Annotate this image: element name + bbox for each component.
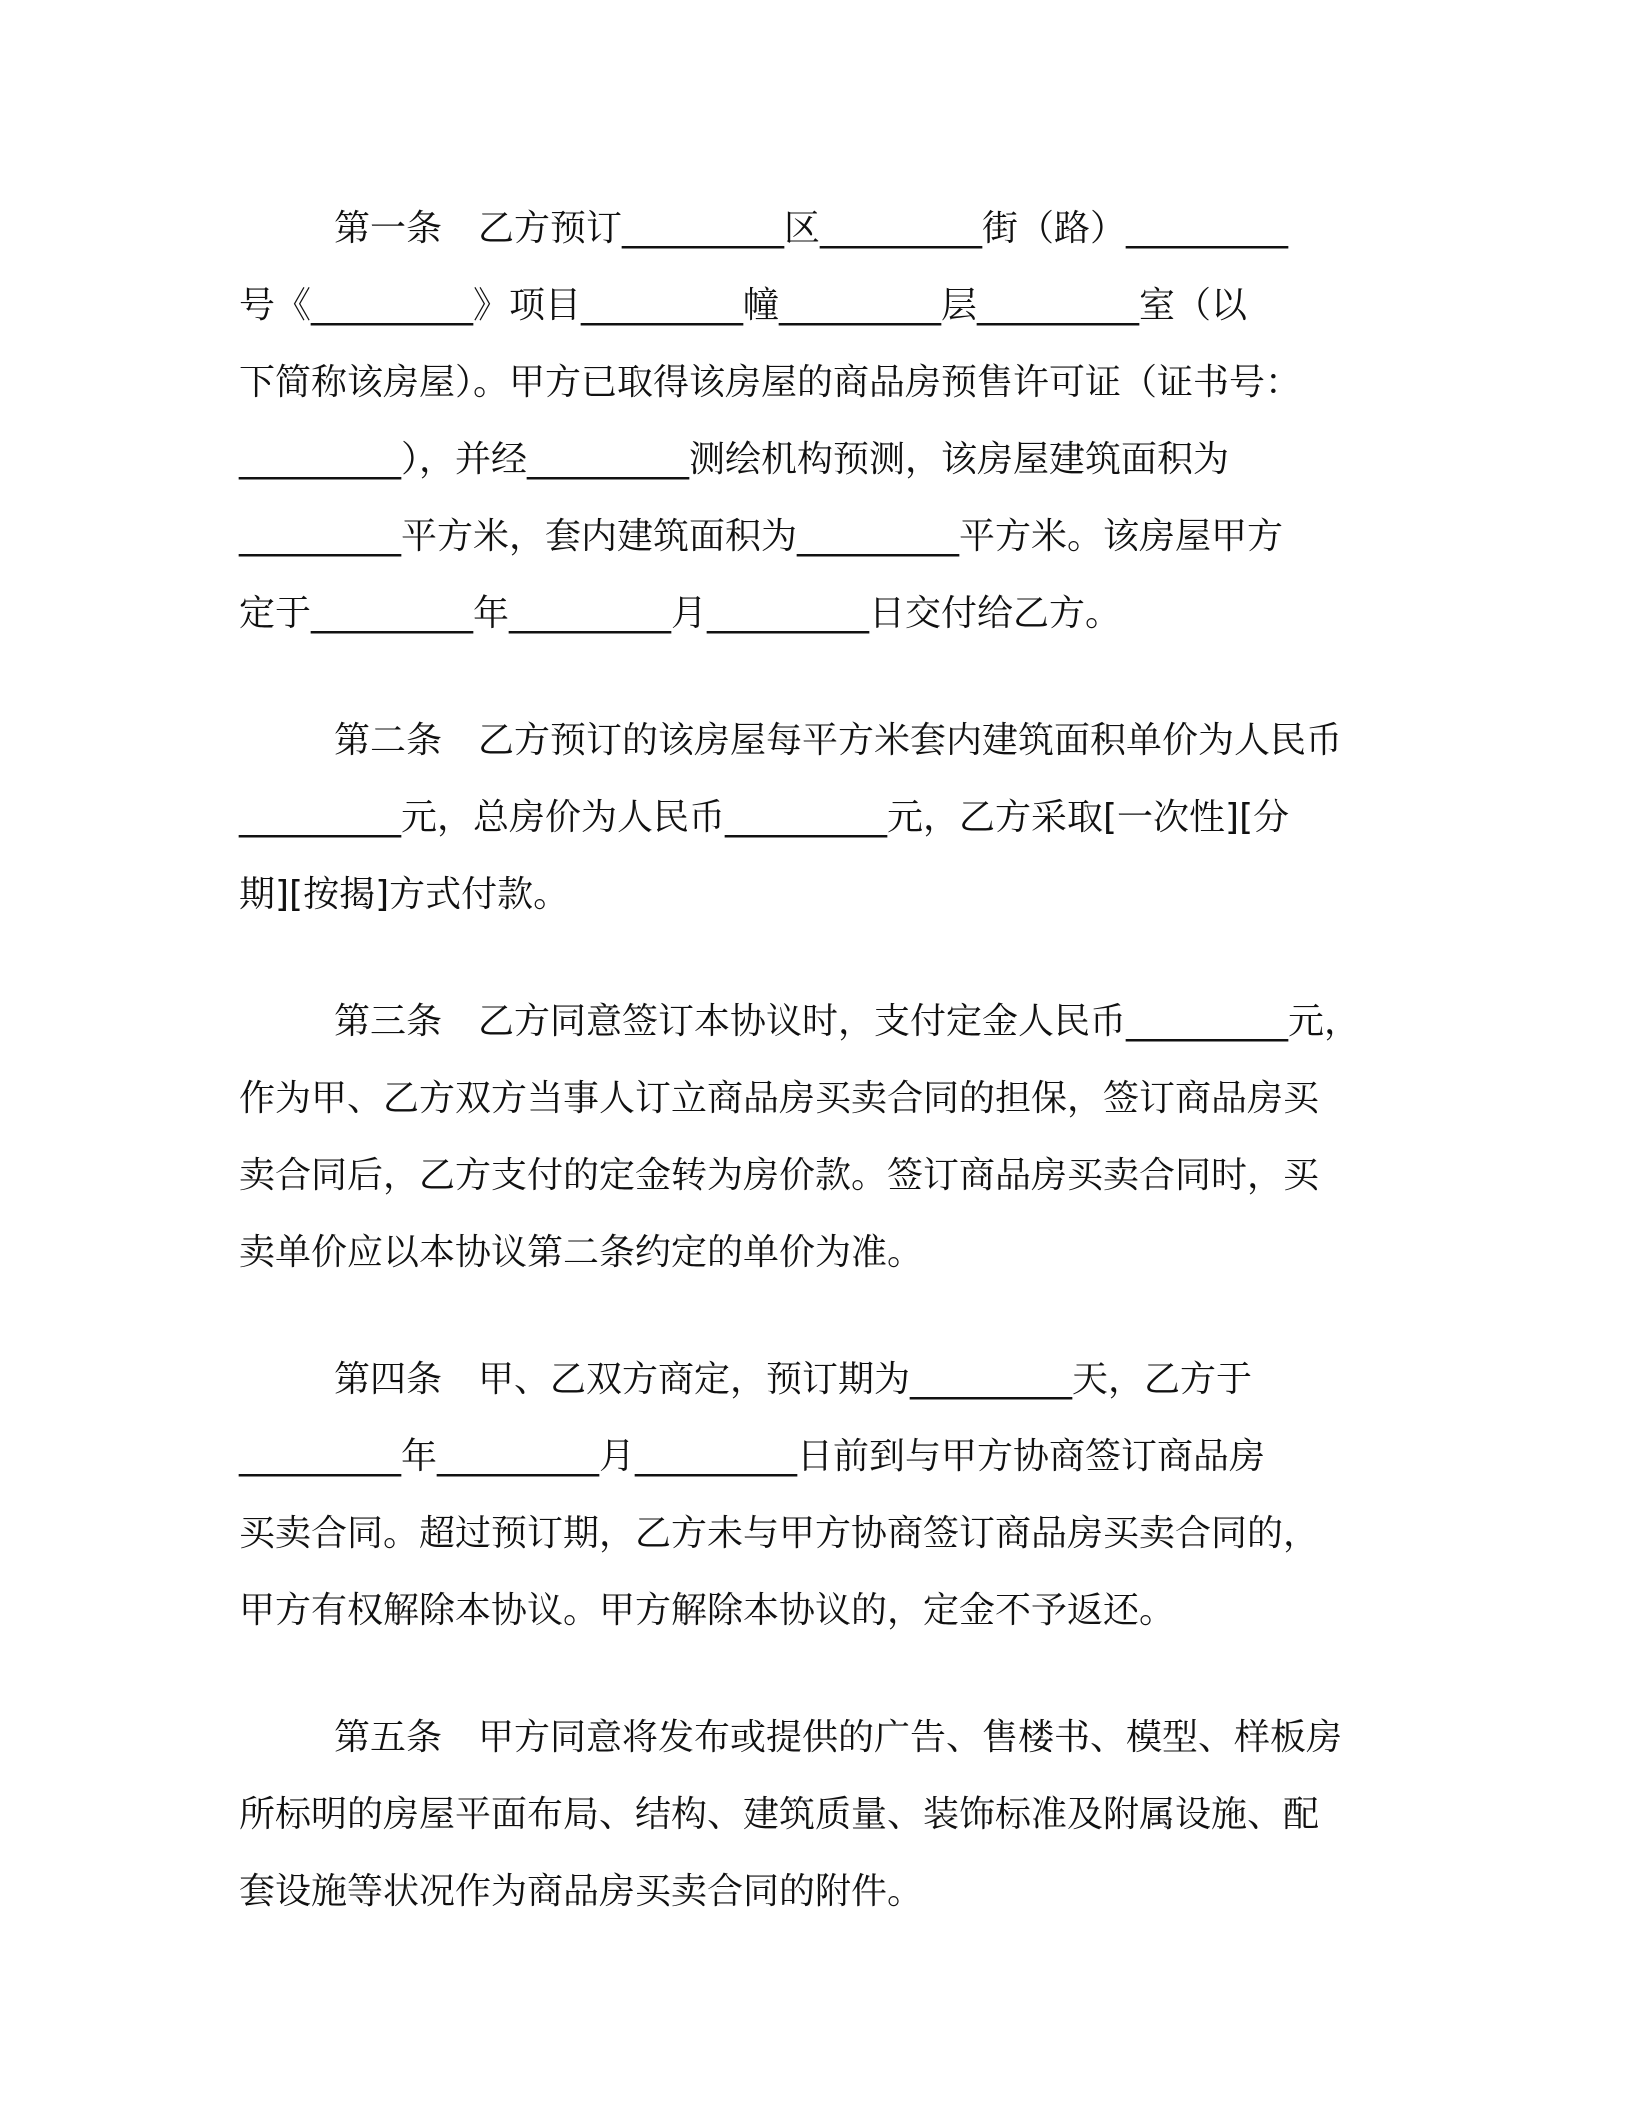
clause-line: 期][按揭]方式付款。 bbox=[239, 874, 570, 915]
clause-line: 买卖合同。超过预订期，乙方未与甲方协商签订商品房买卖合同的， bbox=[239, 1513, 1320, 1554]
clause-line: 号《_________》项目_________幢_________层_________室（以 bbox=[239, 285, 1248, 326]
clause-5 bbox=[239, 1699, 1439, 1930]
clause-4 bbox=[239, 1341, 1439, 1649]
clause-line: _________元，总房价为人民币_________元，乙方采取[一次性][分 bbox=[239, 797, 1290, 838]
clause-line: 第三条 乙方同意签订本协议时，支付定金人民币_________元， bbox=[334, 1001, 1361, 1042]
clause-line: 套设施等状况作为商品房买卖合同的附件。 bbox=[239, 1871, 924, 1912]
clause-line: 卖合同后，乙方支付的定金转为房价款。签订商品房买卖合同时，买 bbox=[239, 1155, 1320, 1196]
clause-line: 定于_________年_________月_________日交付给乙方。 bbox=[239, 593, 1122, 634]
clause-line: 所标明的房屋平面布局、结构、建筑质量、装饰标准及附属设施、配 bbox=[239, 1794, 1320, 1835]
clause-line: 第四条 甲、乙双方商定，预订期为_________天，乙方于 bbox=[334, 1359, 1253, 1400]
clause-line: 卖单价应以本协议第二条约定的单价为准。 bbox=[239, 1232, 924, 1273]
clause-list bbox=[239, 190, 1439, 1980]
clause-line: 第一条 乙方预订_________区_________街（路）_________ bbox=[334, 208, 1289, 249]
clause-line: 下简称该房屋）。甲方已取得该房屋的商品房预售许可证（证书号： bbox=[239, 362, 1302, 403]
clause-3 bbox=[239, 983, 1439, 1291]
clause-line: 甲方有权解除本协议。甲方解除本协议的，定金不予返还。 bbox=[239, 1590, 1176, 1631]
clause-2 bbox=[239, 702, 1439, 933]
clause-line: 作为甲、乙方双方当事人订立商品房买卖合同的担保，签订商品房买 bbox=[239, 1078, 1320, 1119]
clause-1 bbox=[239, 190, 1439, 652]
clause-line: 第五条 甲方同意将发布或提供的广告、售楼书、模型、样板房 bbox=[334, 1717, 1343, 1758]
clause-line: _________平方米，套内建筑面积为_________平方米。该房屋甲方 bbox=[239, 516, 1284, 557]
clause-line: _________年_________月_________日前到与甲方协商签订商品房 bbox=[239, 1436, 1266, 1477]
clause-line: _________），并经_________测绘机构预测，该房屋建筑面积为 bbox=[239, 439, 1230, 480]
clause-line: 第二条 乙方预订的该房屋每平方米套内建筑面积单价为人民币 bbox=[334, 720, 1343, 761]
